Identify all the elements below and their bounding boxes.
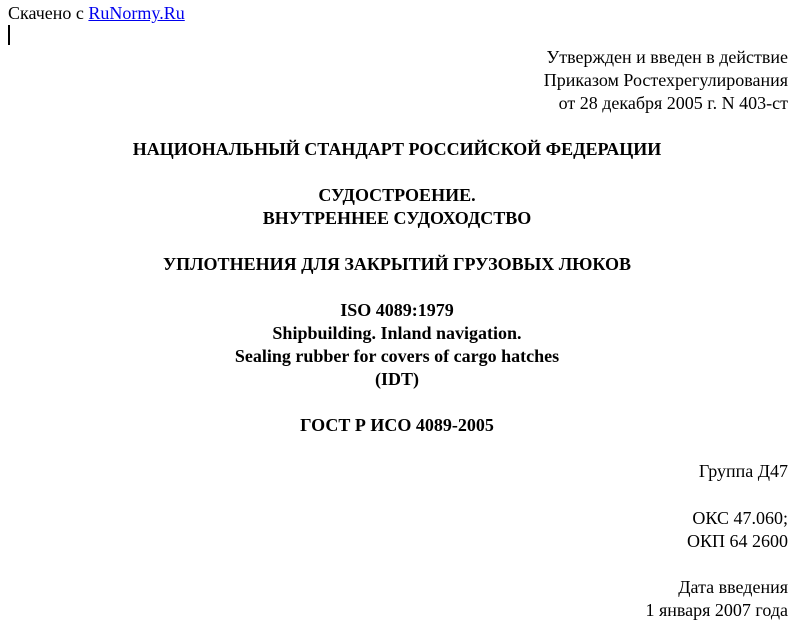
text-cursor: [8, 25, 10, 45]
approval-line: от 28 декабря 2005 г. N 403-ст: [558, 93, 788, 113]
subject-heading: [0, 184, 794, 230]
iso-idt: (IDT): [375, 369, 419, 389]
downloaded-from: [8, 3, 185, 23]
national-standard-heading: НАЦИОНАЛЬНЫЙ СТАНДАРТ РОССИЙСКОЙ ФЕДЕРАЦИИ: [132, 139, 662, 159]
group-code: Группа Д47: [698, 461, 788, 481]
subject-line: ВНУТРЕННЕЕ СУДОХОДСТВО: [262, 208, 532, 228]
document-title: УПЛОТНЕНИЯ ДЛЯ ЗАКРЫТИЙ ГРУЗОВЫХ ЛЮКОВ: [162, 254, 632, 274]
iso-block: [0, 299, 794, 391]
iso-title-line: Shipbuilding. Inland navigation.: [272, 323, 522, 343]
subject-line: СУДОСТРОЕНИЕ.: [318, 185, 476, 205]
intro-label: Дата введения: [678, 577, 788, 597]
downloaded-prefix: Скачено с: [8, 3, 84, 23]
runormy-link[interactable]: RuNormy.Ru: [88, 3, 185, 23]
introduction-date: [645, 576, 788, 622]
iso-title-line: Sealing rubber for covers of cargo hatches: [234, 346, 560, 366]
approval-line: Утвержден и введен в действие: [546, 47, 788, 67]
approval-line: Приказом Ростехрегулирования: [543, 70, 788, 90]
classification-codes: [687, 507, 788, 553]
iso-number: ISO 4089:1979: [340, 300, 454, 320]
oks-code: ОКС 47.060;: [692, 508, 788, 528]
approval-block: [544, 46, 788, 115]
intro-date: 1 января 2007 года: [645, 600, 788, 620]
gost-number: ГОСТ Р ИСО 4089-2005: [300, 415, 494, 435]
okp-code: ОКП 64 2600: [686, 531, 788, 551]
